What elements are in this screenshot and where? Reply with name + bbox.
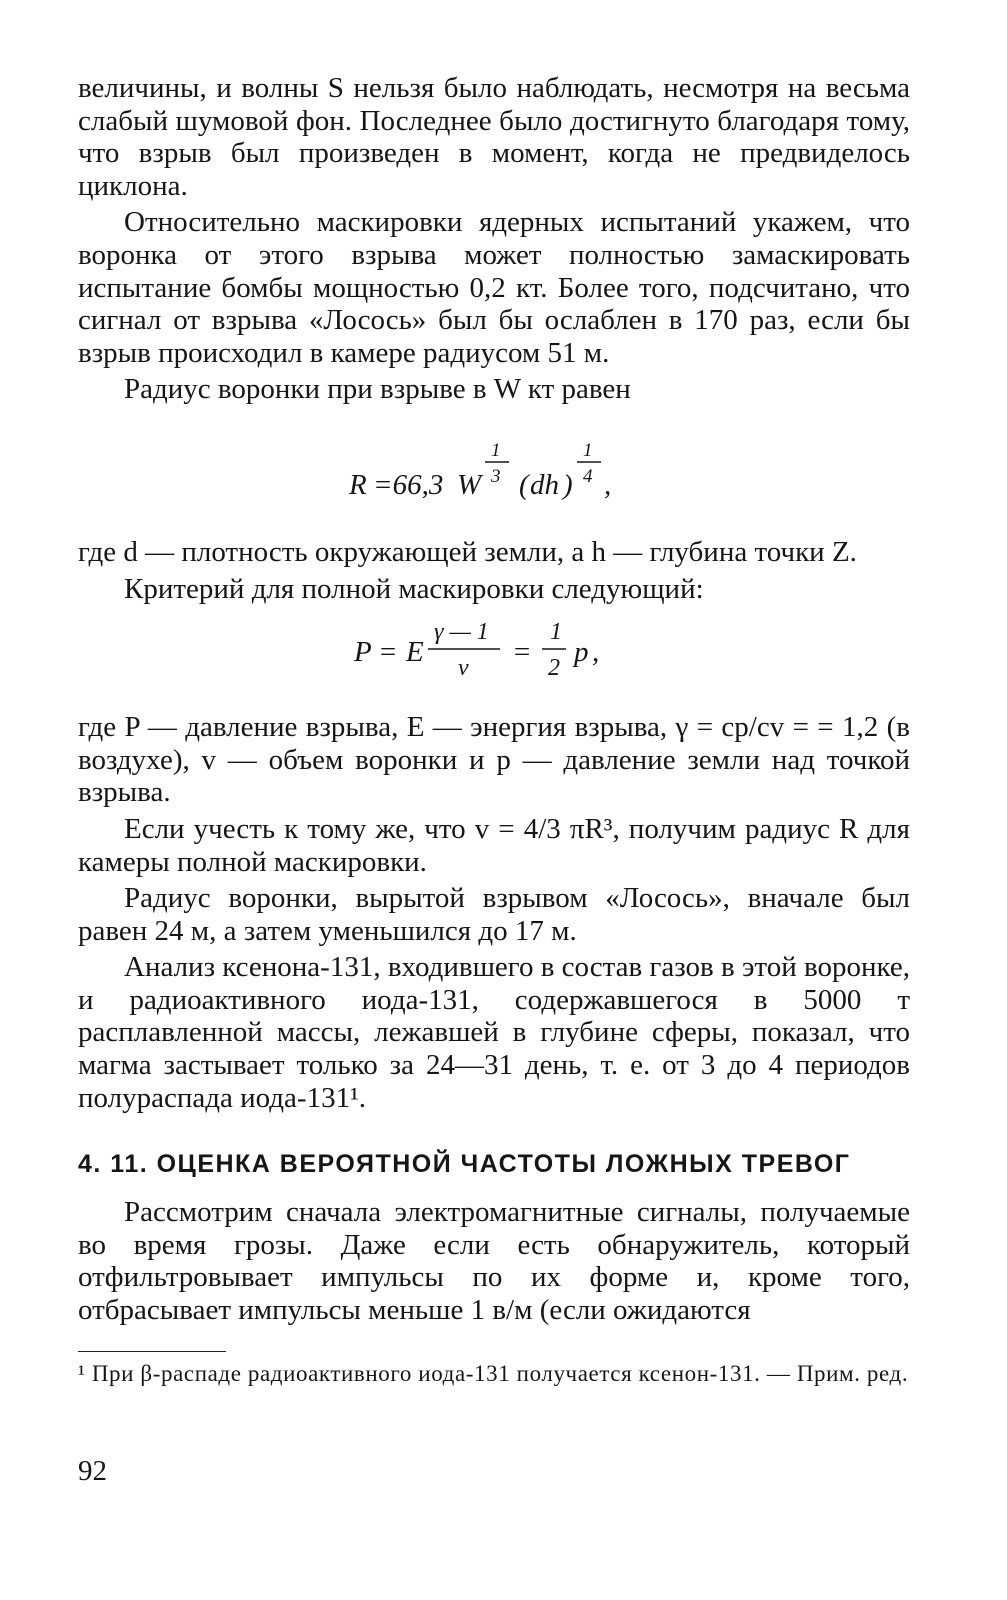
formula-crater-radius [78, 432, 910, 520]
svg-text:=66,3: =66,3 [373, 468, 444, 501]
svg-text:R: R [349, 468, 367, 501]
paragraph: величины, и волны S нельзя было наблюдать, несмотря на весьма слабый шумовой фон. Последнее было достигнуто благодаря тому, что взрыв был произведен в момент, когда не предвиделось циклона. [78, 72, 910, 202]
svg-text:(: ( [519, 468, 529, 501]
paragraph: Рассмотрим сначала электромагнитные сигналы, получаемые во время грозы. Даже если есть обнаружитель, который отфильтровывает импульсы по их форме и, кроме того, отбрасывает импульсы меньше 1 в/м (если ожидаются [78, 1196, 910, 1327]
formula-crater-radius-svg [349, 432, 679, 512]
svg-text:3: 3 [491, 465, 501, 487]
section-heading: 4. 11. ОЦЕНКА ВЕРОЯТНОЙ ЧАСТОТЫ ЛОЖНЫХ ТРЕВОГ [78, 1150, 851, 1179]
paragraph: где d — плотность окружающей земли, а h — глубина точки Z. [78, 535, 857, 568]
svg-text:1: 1 [583, 439, 593, 461]
formula-pressure-svg [354, 613, 674, 691]
paragraph: где P — давление взрыва, E — энергия взрыва, γ = cp/cv = = 1,2 (в воздухе), v — объем воронки и p — давление земли над точкой взрыва. [78, 711, 910, 809]
page-body [78, 72, 910, 1387]
svg-text:,: , [604, 468, 612, 501]
svg-text:E: E [406, 636, 424, 669]
formula-pressure [78, 613, 910, 699]
footnote: ¹ При β-распаде радиоактивного иода-131 получается ксенон-131. — Прим. ред. [78, 1360, 909, 1386]
svg-text:P: P [354, 636, 372, 669]
footnote-rule [78, 1351, 226, 1352]
svg-text:dh: dh [530, 468, 559, 501]
page-number: 92 [78, 1455, 107, 1487]
svg-text:γ — 1: γ — 1 [434, 619, 489, 646]
svg-text:W: W [457, 468, 482, 501]
paragraph: Радиус воронки при взрыве в W кт равен [124, 373, 631, 406]
svg-text:v: v [458, 655, 469, 682]
paragraph: Анализ ксенона-131, входившего в состав газов в этой воронке, и радиоактивного иода-131, содержавшегося в 5000 т расплавленной массы, лежавшей в глубине сферы, показал, что магма застывает только за 24—31 день, т. е. от 3 до 4 периодов полураспада иода-131¹. [78, 951, 910, 1114]
svg-text:=: = [512, 636, 532, 669]
svg-text:=: = [378, 636, 398, 669]
svg-text:,: , [592, 636, 600, 669]
svg-text:p: p [574, 636, 589, 669]
svg-text:1: 1 [550, 619, 562, 646]
paragraph: Если учесть к тому же, что v = 4/3 πR³, получим радиус R для камеры полной маскировки. [78, 812, 910, 878]
paragraph: Критерий для полной маскировки следующий: [124, 572, 704, 605]
paragraph: Относительно маскировки ядерных испытаний укажем, что воронка от этого взрыва может полностью замаскировать испытание бомбы мощностью 0,2 кт. Более того, подсчитано, что сигнал от взрыва «Лосось» был бы ослаблен в 170 раз, если бы взрыв происходил в камере радиусом 51 м. [78, 206, 910, 369]
svg-text:1: 1 [491, 439, 501, 461]
svg-text:4: 4 [583, 465, 593, 487]
svg-text:): ) [563, 468, 573, 501]
svg-text:2: 2 [548, 655, 560, 682]
paragraph: Радиус воронки, вырытой взрывом «Лосось», вначале был равен 24 м, а затем уменьшился до 17 м. [78, 882, 910, 947]
